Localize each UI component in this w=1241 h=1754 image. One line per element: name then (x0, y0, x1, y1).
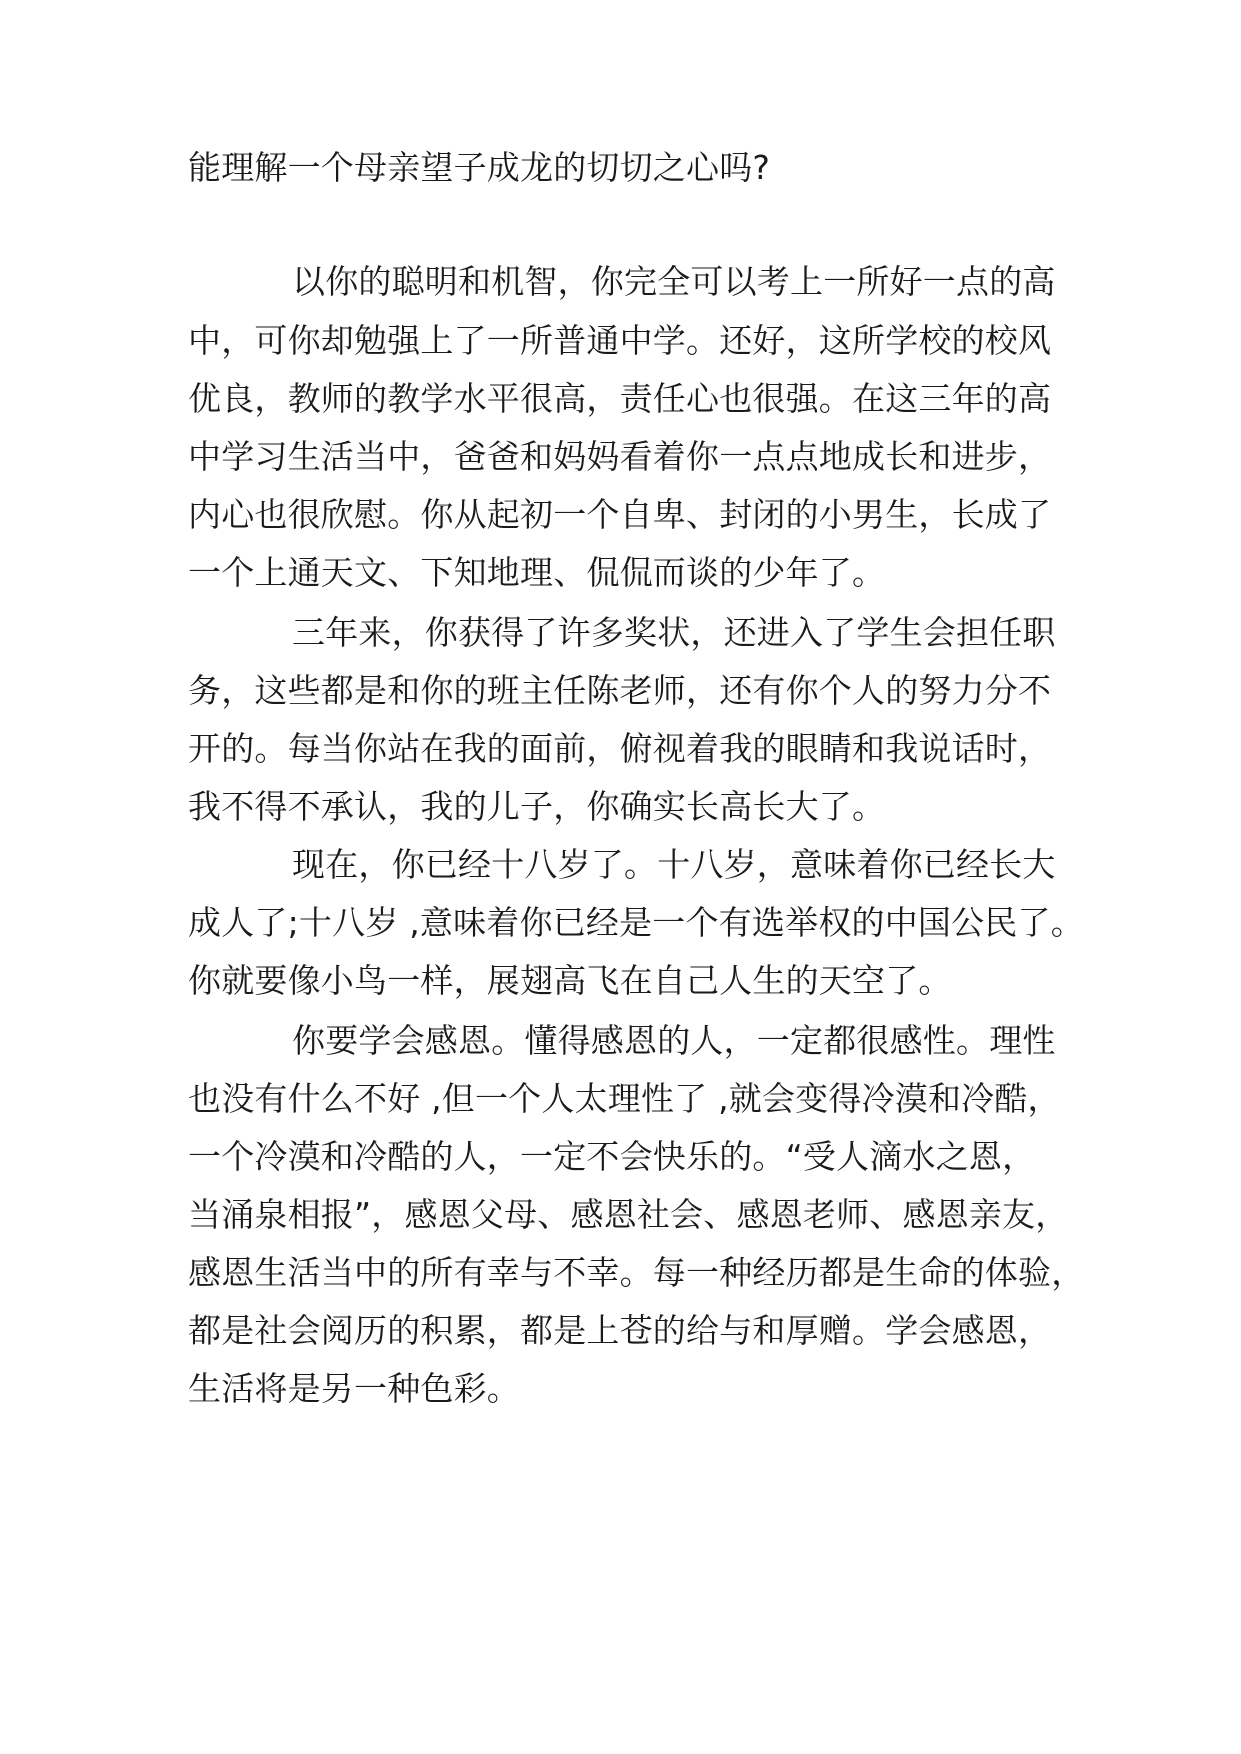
paragraph-4-line: 一个冷漠和冷酷的人，一定不会快乐的。“受人滴水之恩， (188, 1137, 1036, 1176)
paragraph-1-line: 中，可你却勉强上了一所普通中学。还好，这所学校的校风 (188, 321, 1052, 360)
paragraph-4-line: 当涌泉相报”，感恩父母、感恩社会、感恩老师、感恩亲友， (188, 1195, 1069, 1234)
paragraph-3-line: 你就要像小鸟一样，展翅高飞在自己人生的天空了。 (188, 961, 952, 1000)
paragraph-1-line: 优良，教师的教学水平很高，责任心也很强。在这三年的高 (188, 379, 1052, 418)
paragraph-2-line: 务，这些都是和你的班主任陈老师，还有你个人的努力分不 (188, 671, 1052, 710)
paragraph-4-line: 你要学会感恩。懂得感恩的人，一定都很感性。理性 (292, 1021, 1056, 1060)
paragraph-3-line: 成人了;十八岁 ,意味着你已经是一个有选举权的中国公民了。 (188, 903, 1084, 942)
paragraph-1-line: 内心也很欣慰。你从起初一个自卑、封闭的小男生，长成了 (188, 495, 1052, 534)
paragraph-2-line: 三年来，你获得了许多奖状，还进入了学生会担任职 (292, 613, 1056, 652)
text-line: 能理解一个母亲望子成龙的切切之心吗? (188, 148, 771, 187)
paragraph-2-line: 开的。每当你站在我的面前，俯视着我的眼睛和我说话时， (188, 729, 1052, 768)
paragraph-1-line: 中学习生活当中，爸爸和妈妈看着你一点点地成长和进步， (188, 437, 1052, 476)
paragraph-2-line: 我不得不承认，我的儿子，你确实长高长大了。 (188, 787, 886, 826)
paragraph-4-line: 感恩生活当中的所有幸与不幸。每一种经历都是生命的体验， (188, 1253, 1085, 1292)
paragraph-1-line: 以你的聪明和机智，你完全可以考上一所好一点的高 (292, 262, 1056, 301)
paragraph-4-line: 都是社会阅历的积累，都是上苍的给与和厚赠。学会感恩， (188, 1311, 1052, 1350)
paragraph-4-line: 也没有什么不好 ,但一个人太理性了 ,就会变得冷漠和冷酷， (188, 1079, 1061, 1118)
paragraph-4-line: 生活将是另一种色彩。 (188, 1369, 520, 1408)
paragraph-1-line: 一个上通天文、下知地理、侃侃而谈的少年了。 (188, 553, 886, 592)
paragraph-3-line: 现在，你已经十八岁了。十八岁，意味着你已经长大 (292, 845, 1056, 884)
